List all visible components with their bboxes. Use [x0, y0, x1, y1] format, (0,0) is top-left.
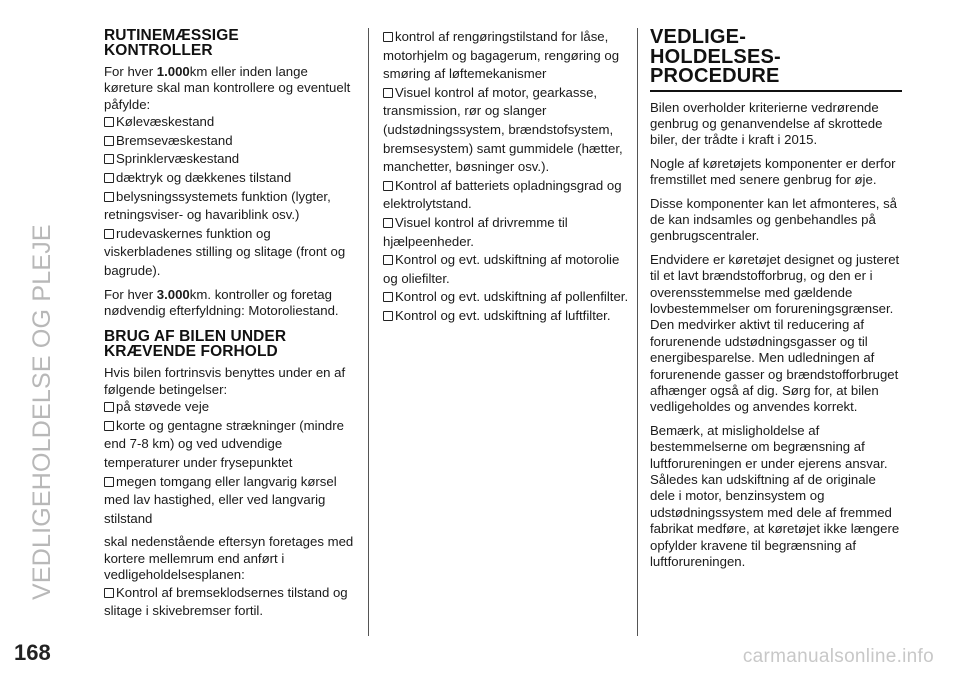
list-item: Visuel kontrol af drivremme til hjælpeenheder. — [383, 214, 568, 249]
checkbox-bullet-icon — [383, 311, 393, 321]
checkbox-bullet-icon — [104, 477, 114, 487]
paragraph: Disse komponenter kan let afmonteres, så de kan indsamles og genbehandles på genbrugscentraler. — [650, 195, 898, 244]
checkbox-bullet-icon — [104, 229, 114, 239]
paragraph: Bemærk, at misligholdelse af bestemmelserne om begrænsning af luftforureningen er under ejerens ansvar. Således kan udskiftning af de originale dele i motor, benzinsystem og udstødningssystem med dele af fremmed fabrikat medføre, at køretøjet ikke længere opfylder kravene til begrænsning af luftforureningen. — [650, 422, 900, 570]
checkbox-bullet-icon — [104, 173, 114, 183]
column-divider — [368, 28, 369, 636]
list-item: Kontrol og evt. udskiftning af motorolie og oliefilter. — [383, 252, 620, 286]
list-item: Kontrol og evt. udskiftning af pollenfilter. — [383, 288, 629, 307]
page-number: 168 — [14, 640, 51, 665]
list-item: Kontrol af batteriets opladningsgrad og elektrolytstand. — [383, 177, 622, 212]
list-item: dæktryk og dækkenes tilstand — [104, 169, 356, 188]
list-item: Kontrol af bremseklodsernes tilstand og slitage i skivebremser fortil. — [104, 584, 348, 619]
checkbox-bullet-icon — [104, 117, 114, 127]
watermark-text: carmanualsonline.info — [742, 646, 934, 667]
checkbox-bullet-icon — [383, 255, 393, 265]
column-divider — [637, 28, 638, 636]
conditions-list — [104, 398, 356, 528]
conditions-intro: Hvis bilen fortrinsvis benyttes under en af følgende betingelser: — [104, 365, 346, 397]
list-item: Bremsevæskestand — [104, 132, 356, 151]
list-item: Kølevæskestand — [104, 113, 356, 132]
list-item: megen tomgang eller langvarig kørsel med lav hastighed, eller ved langvarig stilstand — [104, 473, 337, 526]
heading-maintenance-procedure: VEDLIGE- HOLDELSES- PROCEDURE — [650, 28, 902, 92]
section-side-title: VEDLIGEHOLDELSE OG PLEJE — [28, 224, 56, 600]
list-item: Visuel kontrol af motor, gearkasse, transmission, rør og slanger (udstødningssystem, brændstofsystem, bremsesystem) samt gummidele (hætter, manchetter, bøsninger osv.). — [383, 84, 623, 175]
list-item: rudevaskernes funktion og viskerbladenes stilling og slitage (front og bagrude). — [104, 225, 346, 278]
checkbox-bullet-icon — [104, 154, 114, 164]
heading-routine-checks: RUTINEMÆSSIGE KONTROLLER — [104, 27, 239, 59]
heading-demanding-conditions: BRUG AF BILEN UNDER KRÆVENDE FORHOLD — [104, 328, 287, 361]
list-item: kontrol af rengøringstilstand for låse, motorhjelm og bagagerum, rengøring og smøring af løftemekanismer — [383, 29, 620, 82]
checkbox-bullet-icon — [104, 588, 114, 598]
routine-check-list — [104, 113, 356, 280]
intro-paragraph: For hver 1.000km eller inden lange køreture skal man kontrollere og eventuelt påfylde: — [104, 64, 351, 112]
checkbox-bullet-icon — [383, 88, 393, 98]
checkbox-bullet-icon — [383, 32, 393, 42]
list-item: på støvede veje — [104, 398, 356, 417]
paragraph: Endvidere er køretøjet designet og justeret til et lavt brændstofforbrug, og den er i overensstemmelse med gældende lovbestemmelser om forureningsgrænser. Den medvirker aktivt til reducering af forurenende udstødningsgasser og til energibesparelse. Men udledningen af forurenende gasser og brændstofforbruget afhænger også af dig. Sørg for, at bilen vedligeholdes og anvendes korrekt. — [650, 251, 900, 415]
inspections-intro: skal nedenstående eftersyn foretages med kortere mellemrum end anført i vedligeholdelsesplanen: — [104, 534, 354, 583]
checkbox-bullet-icon — [104, 421, 114, 431]
column-middle — [383, 28, 629, 326]
checkbox-bullet-icon — [104, 402, 114, 412]
checkbox-bullet-icon — [383, 218, 393, 228]
checkbox-bullet-icon — [383, 181, 393, 191]
checkbox-bullet-icon — [104, 192, 114, 202]
checkbox-bullet-icon — [383, 292, 393, 302]
list-item: Sprinklervæskestand — [104, 150, 356, 169]
column-right — [650, 28, 902, 577]
paragraph: Bilen overholder kriterierne vedrørende genbrug og genanvendelse af skrottede biler, der trådte i kraft i 2015. — [650, 99, 883, 148]
list-item: Kontrol og evt. udskiftning af luftfilter. — [383, 307, 629, 326]
paragraph: Nogle af køretøjets komponenter er derfor fremstillet med senere genbrug for øje. — [650, 155, 896, 188]
checkbox-bullet-icon — [104, 136, 114, 146]
column-left — [104, 28, 356, 621]
oil-check-paragraph: For hver 3.000km. kontroller og foretag nødvendig efterfyldning: Motoroliestand. — [104, 286, 339, 318]
list-item: belysningssystemets funktion (lygter, retningsviser- og havariblink osv.) — [104, 188, 331, 223]
list-item: korte og gentagne strækninger (mindre end 7-8 km) og ved udvendige temperaturer under frysepunktet — [104, 417, 344, 470]
